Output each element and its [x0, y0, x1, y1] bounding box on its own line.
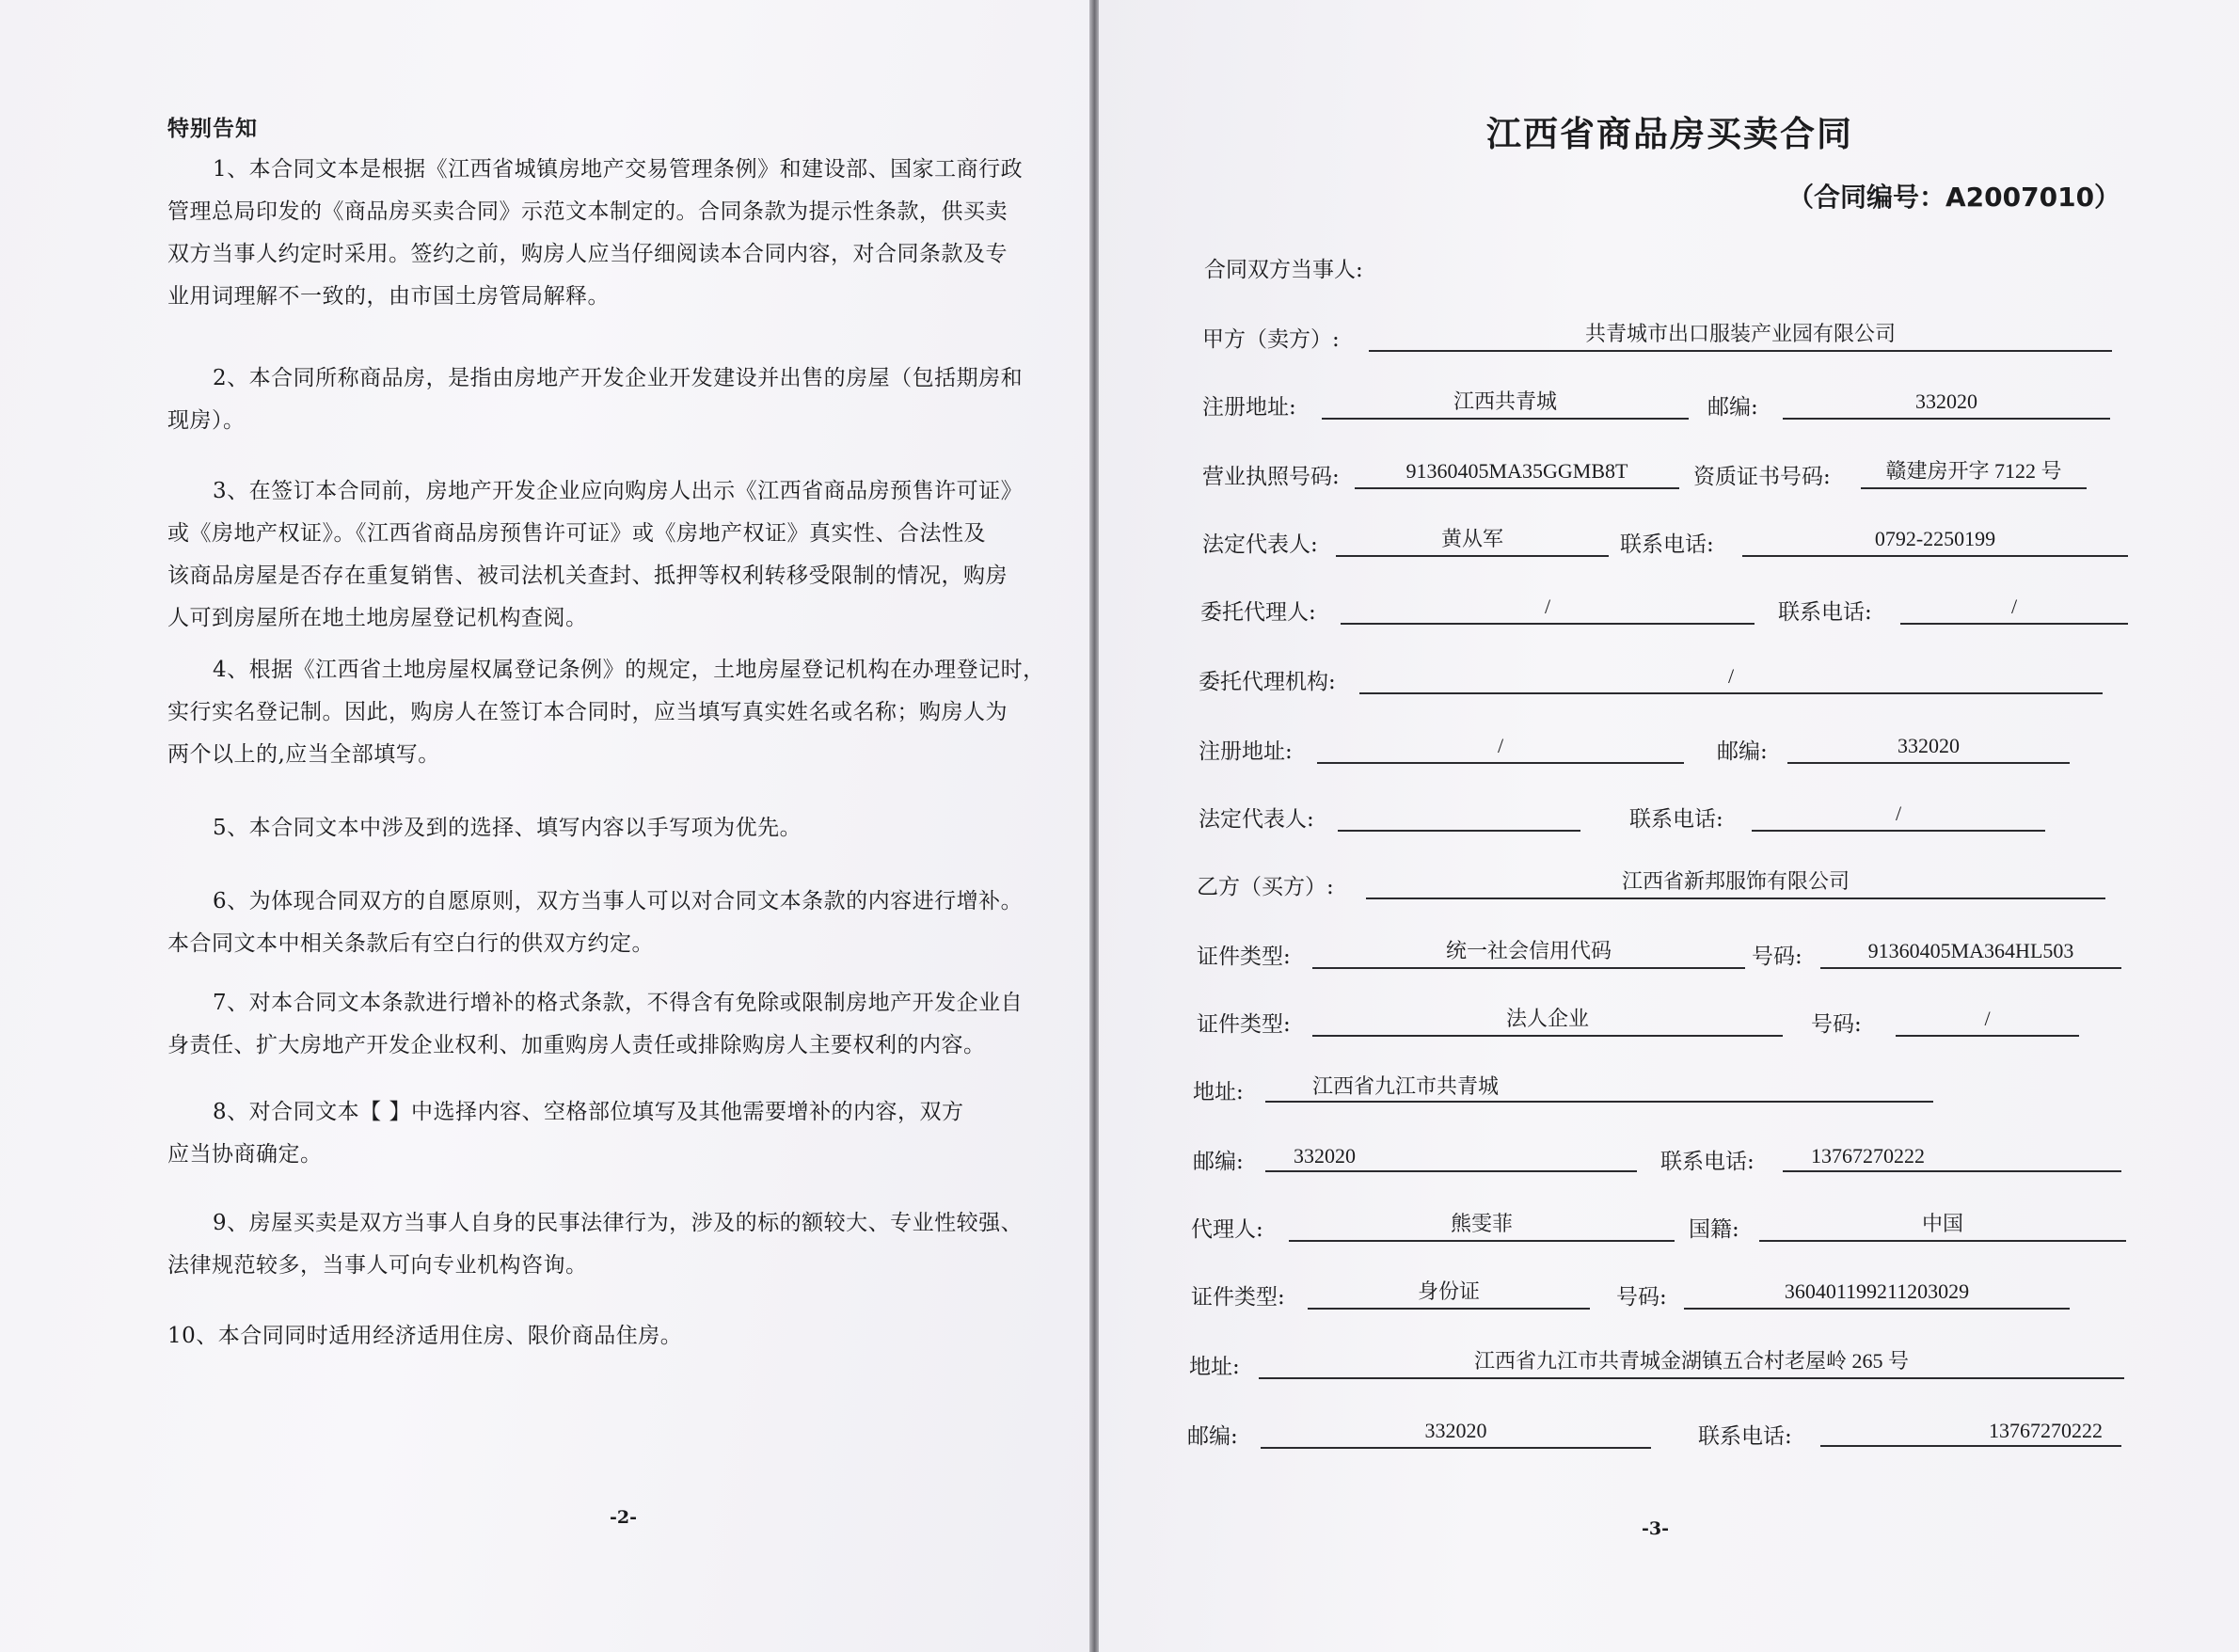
seller-agent-phone-label: 联系电话:	[1778, 600, 1872, 625]
seller-agent-label: 委托代理人:	[1200, 600, 1316, 625]
buyer-id-type2-field[interactable]: 法人企业	[1312, 1003, 1783, 1037]
clause-line: 现房）。	[167, 408, 246, 433]
clause-line: 管理总局印发的《商品房买卖合同》示范文本制定的。合同条款为提示性条款，供买卖	[167, 199, 1008, 224]
clause-line: 7、对本合同文本条款进行增补的格式条款，不得含有免除或限制房地产开发企业自	[213, 991, 1024, 1015]
agency-zip-field[interactable]: 332020	[1787, 730, 2070, 764]
seller-name-field[interactable]: 共青城市出口服装产业园有限公司	[1369, 318, 2112, 352]
buyer-phone-label: 联系电话:	[1660, 1150, 1755, 1174]
seller-qualification-label: 资质证书号码:	[1693, 465, 1831, 489]
buyer-id-number2-label: 号码:	[1811, 1012, 1862, 1037]
agency-rep-label: 法定代表人:	[1199, 807, 1314, 832]
contract-number: （合同编号：A2007010）	[1787, 182, 2121, 213]
clause-line: 两个以上的,应当全部填写。	[167, 742, 440, 767]
page-number-left: -2-	[610, 1507, 637, 1528]
buyer-agent-id-type-field[interactable]: 身份证	[1308, 1276, 1590, 1310]
notice-clause	[167, 357, 1071, 442]
clause-line: 该商品房屋是否存在重复销售、被司法机关查封、抵押等权利转移受限制的情况，购房	[167, 564, 1008, 588]
buyer-agent-phone-label: 联系电话:	[1698, 1424, 1792, 1449]
seller-qualification-field[interactable]: 赣建房开字 7122 号	[1861, 455, 2087, 489]
buyer-id-type-label: 证件类型:	[1197, 945, 1291, 969]
clause-line: 8、对合同文本【 】中选择内容、空格部位填写及其他需要增补的内容，双方	[213, 1100, 964, 1124]
seller-license-field[interactable]: 91360405MA35GGMB8T	[1355, 455, 1679, 489]
clause-line: 1、本合同文本是根据《江西省城镇房地产交易管理条例》和建设部、国家工商行政	[213, 157, 1024, 182]
buyer-agent-label: 代理人:	[1191, 1217, 1263, 1242]
clause-line: 10、本合同同时适用经济适用住房、限价商品住房。	[167, 1324, 683, 1348]
buyer-id-type-field[interactable]: 统一社会信用代码	[1312, 935, 1745, 969]
agency-phone-label: 联系电话:	[1629, 807, 1723, 832]
clause-line: 9、房屋买卖是双方当事人自身的民事法律行为，涉及的标的额较大、专业性较强、	[213, 1211, 1024, 1235]
buyer-nationality-label: 国籍:	[1689, 1217, 1739, 1242]
agency-address-label: 注册地址:	[1199, 739, 1293, 764]
notice-clause	[167, 1202, 1071, 1287]
buyer-address-label: 地址:	[1193, 1080, 1244, 1104]
buyer-nationality-field[interactable]: 中国	[1759, 1208, 2126, 1242]
notice-clause	[167, 470, 1071, 640]
seller-address-label: 注册地址:	[1202, 395, 1296, 420]
seller-agent-field[interactable]: /	[1341, 591, 1755, 625]
seller-agent-phone-field[interactable]: /	[1900, 591, 2128, 625]
notice-clause	[167, 807, 1071, 850]
buyer-zip-field[interactable]: 332020	[1265, 1140, 1637, 1172]
buyer-id-type2-label: 证件类型:	[1197, 1012, 1291, 1037]
notice-clause	[167, 1315, 1071, 1358]
buyer-id-number2-field[interactable]: /	[1896, 1003, 2079, 1037]
notice-clause	[167, 1091, 1071, 1176]
buyer-phone-field[interactable]: 13767270222	[1783, 1140, 2121, 1172]
seller-address-field[interactable]: 江西共青城	[1322, 386, 1689, 420]
seller-phone-field[interactable]: 0792-2250199	[1742, 523, 2128, 557]
buyer-name-field[interactable]: 江西省新邦服饰有限公司	[1366, 866, 2105, 899]
clause-line: 6、为体现合同双方的自愿原则，双方当事人可以对合同文本条款的内容进行增补。	[213, 889, 1024, 913]
seller-zip-label: 邮编:	[1707, 395, 1758, 420]
agency-address-field[interactable]: /	[1317, 730, 1684, 764]
notice-clause	[167, 149, 1071, 318]
buyer-id-number-field[interactable]: 91360405MA364HL503	[1820, 935, 2121, 969]
buyer-agent-zip-label: 邮编:	[1187, 1424, 1238, 1449]
clause-line: 法律规范较多，当事人可向专业机构咨询。	[167, 1253, 588, 1278]
buyer-agent-field[interactable]: 熊雯菲	[1289, 1208, 1675, 1242]
agency-phone-field[interactable]: /	[1752, 798, 2045, 832]
buyer-address-field[interactable]: 江西省九江市共青城	[1265, 1071, 1933, 1103]
clause-line: 3、在签订本合同前，房地产开发企业应向购房人出示《江西省商品房预售许可证》	[213, 479, 1024, 503]
buyer-id-number-label: 号码:	[1752, 945, 1802, 969]
notice-clause	[167, 881, 1071, 965]
seller-rep-label: 法定代表人:	[1202, 532, 1318, 557]
clause-line: 或《房地产权证》。《江西省商品房预售许可证》或《房地产权证》真实性、合法性及	[167, 521, 986, 546]
clause-line: 5、本合同文本中涉及到的选择、填写内容以手写项为优先。	[213, 816, 802, 840]
clause-line: 应当协商确定。	[167, 1142, 323, 1167]
seller-agency-label: 委托代理机构:	[1199, 670, 1336, 694]
seller-phone-label: 联系电话:	[1620, 532, 1714, 557]
clause-line: 4、根据《江西省土地房屋权属登记条例》的规定，土地房屋登记机构在办理登记时，	[213, 658, 1045, 682]
buyer-label: 乙方（买方）:	[1197, 875, 1334, 899]
parties-heading: 合同双方当事人:	[1204, 258, 1363, 282]
buyer-agent-phone-field[interactable]: 13767270222	[1820, 1415, 2121, 1447]
notice-clause	[167, 649, 1071, 776]
clause-line: 业用词理解不一致的，由市国土房管局解释。	[167, 284, 610, 309]
buyer-zip-label: 邮编:	[1193, 1150, 1244, 1174]
left-page	[0, 0, 1091, 1652]
seller-license-label: 营业执照号码:	[1202, 465, 1340, 489]
notice-clause	[167, 982, 1071, 1067]
buyer-agent-id-number-label: 号码:	[1616, 1285, 1667, 1310]
clause-line: 双方当事人约定时采用。签约之前，购房人应当仔细阅读本合同内容，对合同条款及专	[167, 242, 1008, 266]
buyer-agent-id-number-field[interactable]: 360401199211203029	[1684, 1276, 2070, 1310]
buyer-agent-id-type-label: 证件类型:	[1191, 1285, 1285, 1310]
clause-line: 人可到房屋所在地土地房屋登记机构查阅。	[167, 606, 588, 630]
seller-agency-field[interactable]: /	[1359, 660, 2103, 694]
seller-zip-field[interactable]: 332020	[1783, 386, 2110, 420]
clause-line: 2、本合同所称商品房，是指由房地产开发企业开发建设并出售的房屋（包括期房和	[213, 366, 1024, 390]
agency-zip-label: 邮编:	[1717, 739, 1768, 764]
buyer-agent-address-field[interactable]: 江西省九江市共青城金湖镇五合村老屋岭 265 号	[1259, 1345, 2124, 1379]
buyer-agent-address-label: 地址:	[1189, 1355, 1240, 1379]
seller-rep-field[interactable]: 黄从军	[1336, 523, 1609, 557]
clause-line: 实行实名登记制。因此，购房人在签订本合同时，应当填写真实姓名或名称；购房人为	[167, 700, 1008, 724]
seller-label: 甲方（卖方）:	[1202, 327, 1340, 352]
page-number-right: -3-	[1642, 1518, 1669, 1539]
buyer-agent-zip-field[interactable]: 332020	[1261, 1415, 1651, 1449]
clause-line: 本合同文本中相关条款后有空白行的供双方约定。	[167, 931, 654, 956]
agency-rep-field[interactable]	[1338, 798, 1580, 832]
contract-title: 江西省商品房买卖合同	[1486, 114, 1853, 154]
notice-title: 特别告知	[167, 116, 258, 141]
clause-line: 身责任、扩大房地产开发企业权利、加重购房人责任或排除购房人主要权利的内容。	[167, 1033, 986, 1057]
